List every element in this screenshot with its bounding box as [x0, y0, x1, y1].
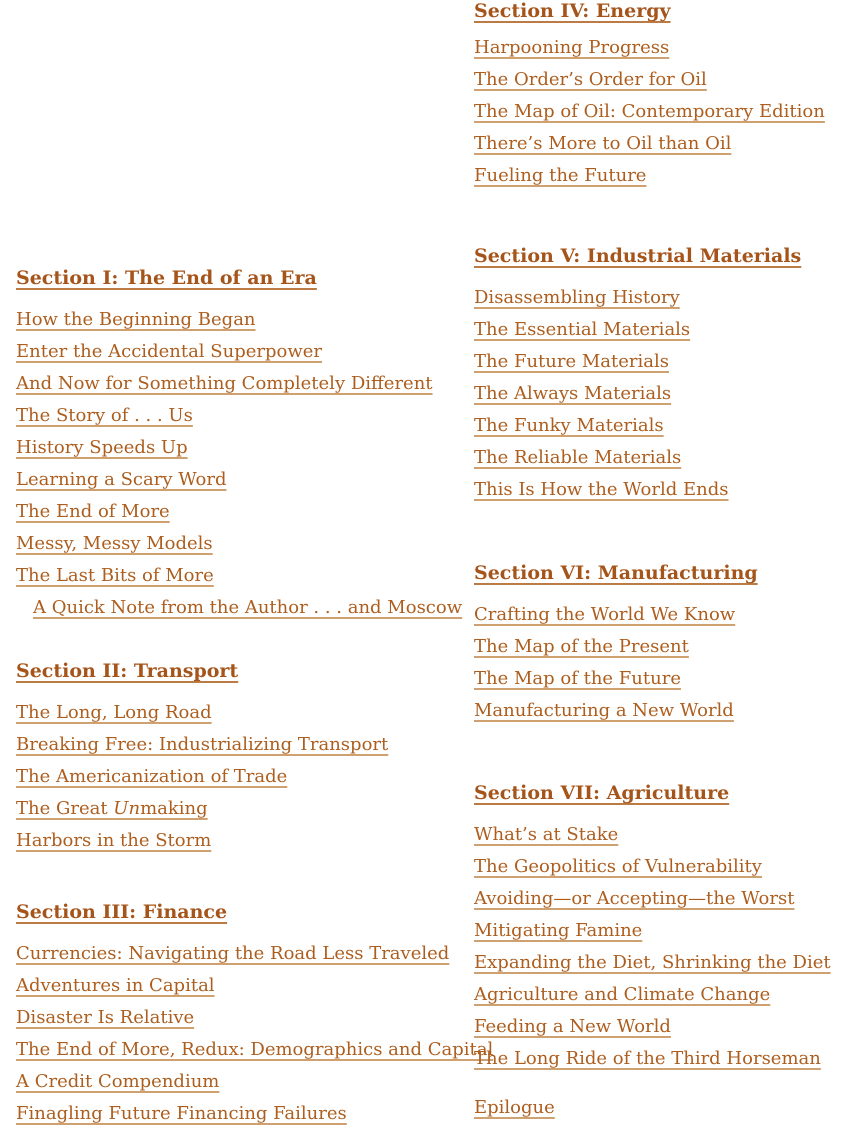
toc-chapter-link[interactable]: Harbors in the Storm — [16, 830, 212, 851]
toc-section-vi-manufacturing — [474, 560, 850, 727]
toc-chapter-link[interactable]: The Long, Long Road — [16, 702, 212, 723]
toc-section-iv-energy — [474, 0, 850, 192]
section-heading-row — [16, 899, 466, 926]
toc-chapter-link[interactable]: Mitigating Famine — [474, 920, 643, 941]
toc-section-ii-transport — [16, 658, 466, 857]
toc-chapter-link[interactable]: Fueling the Future — [474, 165, 647, 186]
section-heading-link[interactable]: Section V: Industrial Materials — [474, 245, 802, 267]
toc-chapter-link[interactable]: Currencies: Navigating the Road Less Traveled — [16, 943, 450, 964]
toc-chapter-link[interactable]: The Story of . . . Us — [16, 405, 193, 426]
toc-chapter-link[interactable]: What’s at Stake — [474, 824, 619, 845]
toc-chapter-link[interactable]: Feeding a New World — [474, 1016, 671, 1037]
chapter-link-list — [16, 697, 466, 857]
italic-text-fragment: Un — [113, 798, 141, 819]
toc-chapter-link[interactable]: History Speeds Up — [16, 437, 188, 458]
toc-chapter-link[interactable]: How the Beginning Began — [16, 309, 256, 330]
section-heading-link[interactable]: Section II: Transport — [16, 660, 239, 682]
section-heading-link[interactable]: Section VII: Agriculture — [474, 782, 730, 804]
toc-chapter-link[interactable]: Agriculture and Climate Change — [474, 984, 771, 1005]
toc-chapter-link[interactable]: Breaking Free: Industrializing Transport — [16, 734, 389, 755]
section-heading-link[interactable]: Section VI: Manufacturing — [474, 562, 758, 584]
toc-chapter-link[interactable]: Crafting the World We Know — [474, 604, 736, 625]
toc-chapter-link[interactable]: Harpooning Progress — [474, 37, 670, 58]
toc-chapter-link[interactable]: The Last Bits of More — [16, 565, 214, 586]
text-fragment: making — [140, 798, 208, 819]
section-heading-link[interactable]: Section IV: Energy — [474, 0, 671, 22]
toc-section-vii-agriculture — [474, 780, 850, 1075]
toc-chapter-link[interactable]: Finagling Future Financing Failures — [16, 1103, 347, 1124]
toc-column-right — [474, 0, 850, 1124]
chapter-link-list — [474, 819, 850, 1075]
chapter-link-list — [474, 282, 850, 506]
toc-chapter-link[interactable]: The Map of Oil: Contemporary Edition — [474, 101, 825, 122]
toc-chapter-link[interactable]: The Map of the Future — [474, 668, 681, 689]
toc-chapter-link[interactable]: Avoiding—or Accepting—the Worst — [474, 888, 795, 909]
chapter-link-list — [16, 938, 494, 1130]
toc-chapter-link[interactable]: The Americanization of Trade — [16, 766, 288, 787]
toc-chapter-link[interactable]: The Reliable Materials — [474, 447, 682, 468]
text-fragment: The Great — [16, 798, 114, 819]
section-heading-row — [16, 658, 466, 685]
toc-chapter-link[interactable]: Disaster Is Relative — [16, 1007, 195, 1028]
toc-chapter-link[interactable]: The Essential Materials — [474, 319, 691, 340]
toc-chapter-link[interactable]: The Funky Materials — [474, 415, 664, 436]
toc-chapter-link[interactable]: The Order’s Order for Oil — [474, 69, 707, 90]
toc-chapter-link[interactable]: The End of More — [16, 501, 170, 522]
toc-chapter-link[interactable]: This Is How the World Ends — [474, 479, 729, 500]
section-heading-link[interactable]: Section III: Finance — [16, 901, 228, 923]
chapter-link-list — [474, 599, 850, 727]
chapter-link-list — [474, 1092, 850, 1124]
toc-chapter-link[interactable]: Learning a Scary Word — [16, 469, 227, 490]
toc-chapter-link[interactable]: Epilogue — [474, 1097, 555, 1118]
section-heading-row — [474, 560, 850, 587]
toc-chapter-link[interactable]: Expanding the Diet, Shrinking the Diet — [474, 952, 831, 973]
toc-chapter-link[interactable]: The Geopolitics of Vulnerability — [474, 856, 762, 877]
toc-chapter-link[interactable]: There’s More to Oil than Oil — [474, 133, 732, 154]
chapter-link-list — [474, 32, 850, 192]
toc-chapter-link[interactable]: The Map of the Present — [474, 636, 689, 657]
toc-chapter-link[interactable]: Adventures in Capital — [16, 975, 215, 996]
toc-column-left — [16, 0, 494, 1130]
toc-section-v-industrial-materials — [474, 243, 850, 506]
toc-chapter-link[interactable]: Messy, Messy Models — [16, 533, 213, 554]
toc-chapter-link[interactable]: Manufacturing a New World — [474, 700, 734, 721]
toc-chapter-link[interactable]: The Always Materials — [474, 383, 672, 404]
toc-chapter-link[interactable] — [16, 793, 208, 825]
toc-chapter-link[interactable]: And Now for Something Completely Different — [16, 373, 433, 394]
chapter-link-list — [16, 304, 466, 624]
section-heading-link[interactable]: Section I: The End of an Era — [16, 267, 317, 289]
toc-chapter-link[interactable]: Disassembling History — [474, 287, 680, 308]
section-heading-row — [474, 0, 850, 25]
toc-chapter-link[interactable]: A Quick Note from the Author . . . and Moscow — [33, 597, 463, 618]
toc-chapter-link[interactable]: Enter the Accidental Superpower — [16, 341, 322, 362]
toc-chapter-link[interactable]: The Future Materials — [474, 351, 669, 372]
toc-chapter-link[interactable]: The End of More, Redux: Demographics and Capital — [16, 1039, 494, 1060]
toc-section-iii-finance — [16, 899, 494, 1130]
section-heading-row — [474, 780, 850, 807]
section-heading-row — [16, 265, 466, 292]
toc-section-i-end-of-an-era — [16, 265, 466, 624]
toc-chapter-link[interactable]: The Long Ride of the Third Horseman — [474, 1048, 821, 1069]
toc-chapter-link[interactable]: A Credit Compendium — [16, 1071, 220, 1092]
section-heading-row — [474, 243, 850, 270]
toc-section-epilogue — [474, 1092, 850, 1124]
